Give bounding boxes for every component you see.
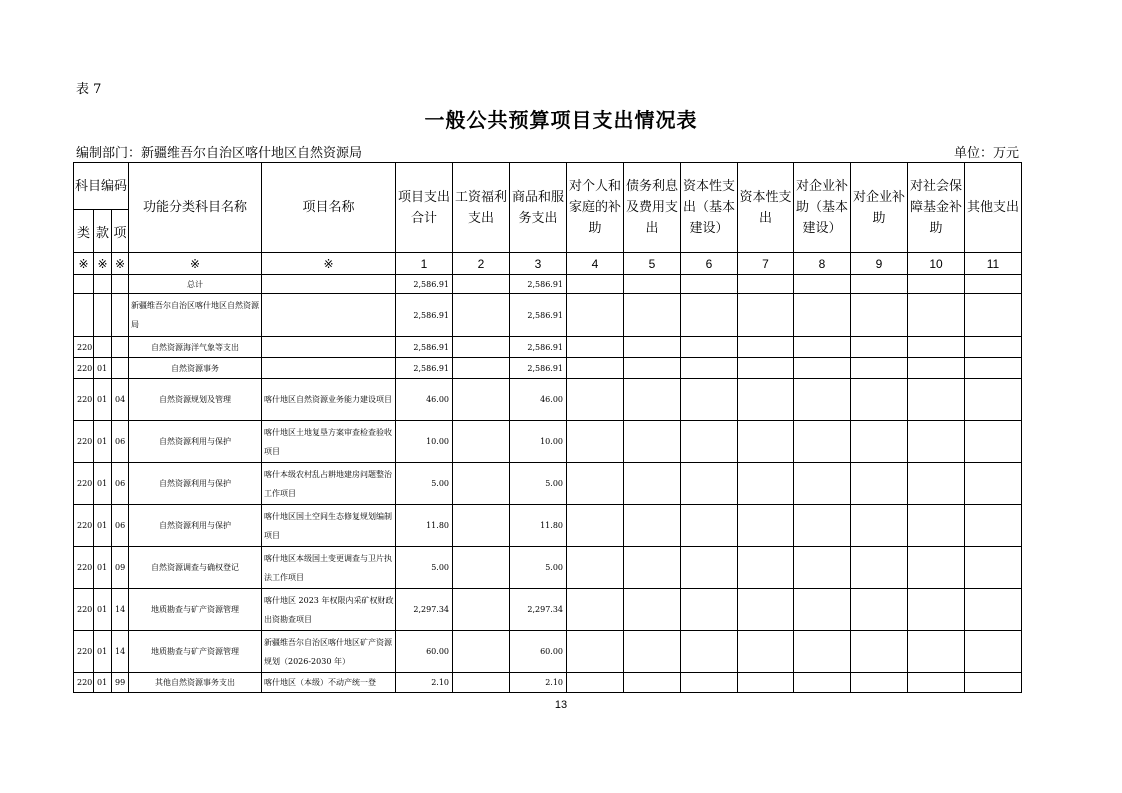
cell-xiang xyxy=(112,358,129,379)
cell-kuan: 01 xyxy=(94,547,112,589)
col-number-8: 8 xyxy=(794,253,851,275)
col-number-6: 6 xyxy=(681,253,738,275)
cell-total: 5.00 xyxy=(396,547,453,589)
col-number-5: 5 xyxy=(624,253,681,275)
unit-label: 单位：万元 xyxy=(954,146,1020,161)
header-kuan: 款 xyxy=(94,210,112,253)
table-row xyxy=(74,421,1022,463)
cell-project: 喀什地区 2023 年权限内采矿权财政出资勘查项目 xyxy=(262,589,396,631)
cell-total: 5.00 xyxy=(396,463,453,505)
cell-lei: 220 xyxy=(74,463,94,505)
cell-func: 自然资源利用与保护 xyxy=(129,421,262,463)
col-number-7: 7 xyxy=(738,253,794,275)
cell-goods: 11.80 xyxy=(510,505,567,547)
header-col-3: 商品和服务支出 xyxy=(510,163,567,253)
table-row xyxy=(74,379,1022,421)
cell-xiang: 09 xyxy=(112,547,129,589)
cell-project xyxy=(262,275,396,294)
mark-func: ※ xyxy=(129,253,262,275)
cell-total: 2,586.91 xyxy=(396,358,453,379)
table-row xyxy=(74,673,1022,693)
cell-func: 其他自然资源事务支出 xyxy=(129,673,262,693)
cell-goods: 5.00 xyxy=(510,547,567,589)
cell-goods: 10.00 xyxy=(510,421,567,463)
table-row xyxy=(74,631,1022,673)
header-col-2: 工资福利支出 xyxy=(453,163,510,253)
cell-lei: 220 xyxy=(74,421,94,463)
mark-lei: ※ xyxy=(74,253,94,275)
cell-kuan: 01 xyxy=(94,631,112,673)
page-title: 一般公共预算项目支出情况表 xyxy=(424,108,698,132)
header-func-name: 功能分类科目名称 xyxy=(129,163,262,253)
cell-goods: 2,586.91 xyxy=(510,294,567,337)
cell-kuan xyxy=(94,337,112,358)
col-number-11: 11 xyxy=(965,253,1022,275)
header-col-9: 对企业补助 xyxy=(851,163,908,253)
cell-xiang: 06 xyxy=(112,505,129,547)
header-subject-code: 科目编码 xyxy=(74,163,129,210)
budget-table xyxy=(73,162,1022,693)
mark-xiang: ※ xyxy=(112,253,129,275)
col-number-3: 3 xyxy=(510,253,567,275)
table-row xyxy=(74,358,1022,379)
cell-kuan: 01 xyxy=(94,673,112,693)
cell-xiang: 04 xyxy=(112,379,129,421)
cell-goods: 2,586.91 xyxy=(510,337,567,358)
department-label: 编制部门：新疆维吾尔自治区喀什地区自然资源局 xyxy=(76,146,363,161)
cell-kuan: 01 xyxy=(94,589,112,631)
cell-project: 喀什地区（本级）不动产统一登 xyxy=(262,673,396,693)
cell-xiang: 14 xyxy=(112,631,129,673)
cell-xiang: 06 xyxy=(112,421,129,463)
header-col-7: 资本性支出 xyxy=(738,163,794,253)
cell-xiang: 14 xyxy=(112,589,129,631)
header-col-11: 其他支出 xyxy=(965,163,1022,253)
cell-project xyxy=(262,358,396,379)
table-row xyxy=(74,275,1022,294)
header-col-4: 对个人和家庭的补助 xyxy=(567,163,624,253)
header-xiang: 项 xyxy=(112,210,129,253)
cell-goods: 60.00 xyxy=(510,631,567,673)
header-col-6: 资本性支出（基本建设） xyxy=(681,163,738,253)
col-number-4: 4 xyxy=(567,253,624,275)
cell-kuan: 01 xyxy=(94,421,112,463)
cell-kuan xyxy=(94,275,112,294)
cell-func: 自然资源利用与保护 xyxy=(129,463,262,505)
cell-xiang: 06 xyxy=(112,463,129,505)
mark-project: ※ xyxy=(262,253,396,275)
table-row xyxy=(74,337,1022,358)
page-number: 13 xyxy=(554,699,568,711)
cell-kuan: 01 xyxy=(94,379,112,421)
cell-kuan: 01 xyxy=(94,463,112,505)
table-row xyxy=(74,505,1022,547)
cell-goods: 2.10 xyxy=(510,673,567,693)
cell-lei xyxy=(74,275,94,294)
col-number-1: 1 xyxy=(396,253,453,275)
cell-total: 11.80 xyxy=(396,505,453,547)
cell-total: 2,297.34 xyxy=(396,589,453,631)
cell-total: 2,586.91 xyxy=(396,294,453,337)
cell-goods: 2,586.91 xyxy=(510,358,567,379)
cell-lei: 220 xyxy=(74,358,94,379)
cell-kuan xyxy=(94,294,112,337)
col-number-9: 9 xyxy=(851,253,908,275)
cell-total: 10.00 xyxy=(396,421,453,463)
cell-project: 喀什本级农村乱占耕地建房问题整治工作项目 xyxy=(262,463,396,505)
cell-func: 新疆维吾尔自治区喀什地区自然资源局 xyxy=(129,294,262,337)
cell-xiang: 99 xyxy=(112,673,129,693)
cell-project: 喀什地区土地复垦方案审查检查验收项目 xyxy=(262,421,396,463)
cell-project xyxy=(262,294,396,337)
cell-project: 喀什地区国土空间生态修复规划编制项目 xyxy=(262,505,396,547)
header-col-8: 对企业补助（基本建设） xyxy=(794,163,851,253)
cell-func: 地质勘查与矿产资源管理 xyxy=(129,589,262,631)
cell-func: 自然资源海洋气象等支出 xyxy=(129,337,262,358)
cell-project xyxy=(262,337,396,358)
cell-lei xyxy=(74,294,94,337)
cell-kuan: 01 xyxy=(94,505,112,547)
cell-func: 自然资源调查与确权登记 xyxy=(129,547,262,589)
cell-func: 地质勘查与矿产资源管理 xyxy=(129,631,262,673)
cell-project: 喀什地区自然资源业务能力建设项目 xyxy=(262,379,396,421)
cell-total: 2,586.91 xyxy=(396,337,453,358)
cell-lei: 220 xyxy=(74,337,94,358)
cell-xiang xyxy=(112,337,129,358)
cell-total: 2,586.91 xyxy=(396,275,453,294)
cell-lei: 220 xyxy=(74,589,94,631)
cell-project: 新疆维吾尔自治区喀什地区矿产资源规划（2026-2030 年） xyxy=(262,631,396,673)
cell-total: 60.00 xyxy=(396,631,453,673)
table-row xyxy=(74,463,1022,505)
cell-func: 自然资源事务 xyxy=(129,358,262,379)
cell-goods: 2,297.34 xyxy=(510,589,567,631)
cell-lei: 220 xyxy=(74,547,94,589)
col-number-10: 10 xyxy=(908,253,965,275)
table-row xyxy=(74,294,1022,337)
table-row xyxy=(74,589,1022,631)
cell-kuan: 01 xyxy=(94,358,112,379)
cell-project: 喀什地区本级国土变更调查与卫片执法工作项目 xyxy=(262,547,396,589)
cell-func: 自然资源利用与保护 xyxy=(129,505,262,547)
header-col-5: 债务利息及费用支出 xyxy=(624,163,681,253)
cell-lei: 220 xyxy=(74,379,94,421)
col-number-2: 2 xyxy=(453,253,510,275)
header-lei: 类 xyxy=(74,210,94,253)
cell-xiang xyxy=(112,275,129,294)
cell-xiang xyxy=(112,294,129,337)
cell-lei: 220 xyxy=(74,673,94,693)
mark-kuan: ※ xyxy=(94,253,112,275)
cell-goods: 2,586.91 xyxy=(510,275,567,294)
cell-func: 总计 xyxy=(129,275,262,294)
cell-total: 46.00 xyxy=(396,379,453,421)
cell-lei: 220 xyxy=(74,631,94,673)
cell-lei: 220 xyxy=(74,505,94,547)
table-label: 表 7 xyxy=(76,82,102,97)
cell-total: 2.10 xyxy=(396,673,453,693)
header-col-10: 对社会保障基金补助 xyxy=(908,163,965,253)
cell-goods: 46.00 xyxy=(510,379,567,421)
header-project-name: 项目名称 xyxy=(262,163,396,253)
cell-goods: 5.00 xyxy=(510,463,567,505)
table-row xyxy=(74,547,1022,589)
cell-func: 自然资源规划及管理 xyxy=(129,379,262,421)
header-col-1: 项目支出合计 xyxy=(396,163,453,253)
